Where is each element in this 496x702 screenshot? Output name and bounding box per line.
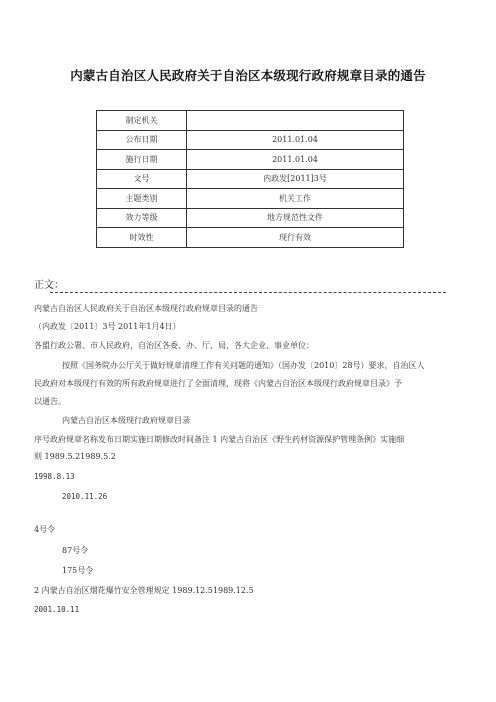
- order-number: 175号令: [62, 566, 94, 575]
- meta-label: 文号: [97, 169, 187, 189]
- table-row: [97, 130, 404, 150]
- body-title: 内蒙古自治区人民政府关于自治区本级现行政府规章目录的通告: [34, 304, 258, 313]
- table-header-line: 则 1989.5.21989.5.2: [34, 452, 116, 461]
- meta-label: 施行日期: [97, 150, 187, 170]
- date-text: 2001.10.11: [34, 605, 80, 614]
- table-header-line: 序号政府规章名称发布日期实施日期修改时间备注 1 内蒙古自治区《野生药材资源保护管理条例》实施细: [34, 435, 405, 444]
- meta-label: 效力等级: [97, 208, 187, 228]
- meta-label: 公布日期: [97, 130, 187, 150]
- meta-value: 地方规范性文件: [187, 208, 404, 228]
- meta-label: 主题类别: [97, 189, 187, 209]
- meta-value: 机关工作: [187, 189, 404, 209]
- meta-value: 现行有效: [187, 228, 404, 248]
- list-item: 2 内蒙古自治区烟花爆竹安全管理规定 1989.12.51989.12.5: [34, 586, 254, 595]
- list-title: 内蒙古自治区本级现行政府规章目录: [62, 416, 190, 425]
- table-row: [97, 189, 404, 209]
- date-text: 2010.11.26: [62, 492, 108, 501]
- metadata-table: [96, 110, 404, 248]
- meta-value: 内政发[2011]3号: [187, 169, 404, 189]
- table-row: [97, 150, 404, 170]
- table-row: [97, 111, 404, 131]
- meta-value: [187, 111, 404, 131]
- order-number: 4号令: [34, 525, 56, 534]
- meta-value: 2011.01.04: [187, 130, 404, 150]
- doc-number: （内政发〔2011〕3号 2011年1月4日）: [34, 322, 181, 331]
- table-row: [97, 208, 404, 228]
- meta-label: 时效性: [97, 228, 187, 248]
- table-row: [97, 169, 404, 189]
- paragraph-line: 按照《国务院办公厅关于做好规章清理工作有关问题的通知》（国办发〔2010〕28号）要求，自治区人: [62, 361, 425, 370]
- body-heading: 正文：: [34, 280, 64, 291]
- divider: [50, 292, 446, 293]
- table-row: [97, 228, 404, 248]
- meta-label: 制定机关: [97, 111, 187, 131]
- document-title: 内蒙古自治区人民政府关于自治区本级现行政府规章目录的通告: [70, 68, 426, 83]
- date-text: 1998.8.13: [34, 472, 75, 481]
- paragraph-line: 民政府对本级现行有效的所有政府规章进行了全面清理，现将《内蒙古自治区本级现行政府规章目录》予: [34, 379, 402, 388]
- addressee: 各盟行政公署、市人民政府，自治区各委、办、厅、局，各大企业、事业单位：: [34, 341, 314, 350]
- paragraph-line: 以通告。: [34, 397, 66, 406]
- meta-value: 2011.01.04: [187, 150, 404, 170]
- order-number: 87号令: [62, 546, 89, 555]
